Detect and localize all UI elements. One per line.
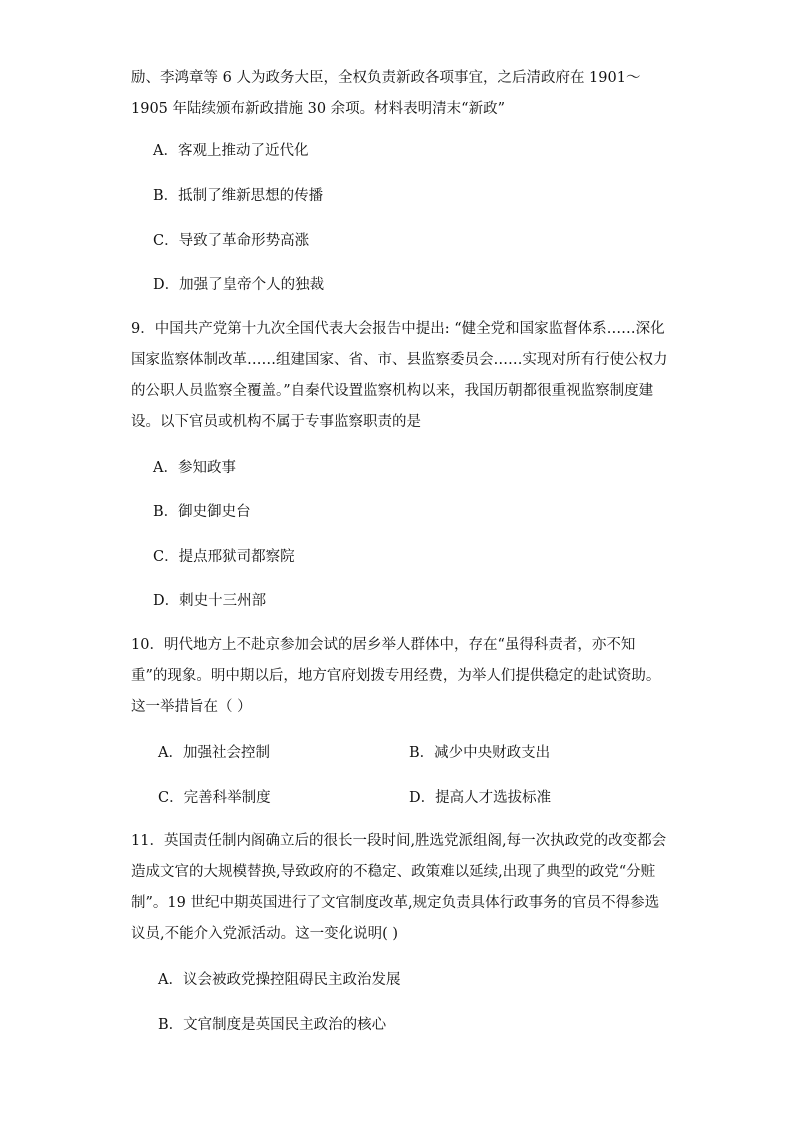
q9-stem: 9．中国共产党第十九次全国代表大会报告中提出: “健全党和国家监督体系……深化国家监察体制改革……组建国家、省、市、县监察委员会……实现对所有行使公权力的公职人员监察全覆盖。”自秦代设置监察机构以来，我国历朝都很重视监察制度建设。以下官员或机构不属于专事监察职责的是 [131,321,668,430]
q10-option-a[interactable] [158,743,270,763]
option-text: 导致了革命形势高涨 [178,233,310,249]
option-letter: D． [153,277,180,293]
q8-option-c[interactable] [153,231,309,251]
option-letter: C． [153,233,179,249]
option-letter: D． [153,593,180,609]
option-text: 文官制度是英国民主政治的核心 [183,1017,387,1033]
option-text: 减少中央财政支出 [434,745,551,761]
option-text: 御史御史台 [178,504,251,520]
option-text: 刺史十三州部 [179,593,267,609]
option-letter: B． [158,1017,184,1033]
option-letter: C． [153,549,179,565]
option-text: 参知政事 [177,460,236,476]
option-letter: A． [158,745,183,761]
option-text: 加强了皇帝个人的独裁 [179,277,325,293]
option-letter: A． [153,143,178,159]
q9-option-c[interactable] [153,547,295,567]
option-text: 加强社会控制 [182,745,270,761]
q10-option-d[interactable] [409,788,551,808]
option-text: 完善科举制度 [183,790,271,806]
q10-stem: 10．明代地方上不赴京参加会试的居乡举人群体中，存在“虽得科责者，亦不知重”的现象。明中期以后，地方官府划拨专用经费，为举人们提供稳定的赴试资助。这一举措旨在（ ） [131,637,661,715]
option-text: 提高人才选拔标准 [435,790,552,806]
q9-option-a[interactable] [153,458,236,478]
option-letter: B． [153,188,179,204]
option-letter: D． [409,790,436,806]
q9-option-b[interactable] [153,502,251,522]
q8-option-a[interactable] [153,141,308,161]
option-letter: B． [409,745,435,761]
option-letter: A． [158,972,183,988]
q10-option-c[interactable] [158,788,271,808]
option-text: 客观上推动了近代化 [177,143,309,159]
option-text: 提点邢狱司都察院 [178,549,295,565]
option-letter: C． [158,790,184,806]
q10-option-b[interactable] [409,743,550,763]
q11-option-b[interactable] [158,1015,386,1035]
q8-option-b[interactable] [153,186,323,206]
option-text: 抵制了维新思想的传播 [178,188,324,204]
q11-stem: 11．英国责任制内阁确立后的很长一段时间,胜选党派组阁,每一次执政党的改变都会造成文官的大规模替换,导致政府的不稳定、政策难以延续,出现了典型的政党“分赃制”。19 世纪中期英国进行了文官制度改革,规定负责具体行政事务的官员不得参选议员,不能介入党派活动。这一变化说明( ) [131,833,667,942]
option-letter: A． [153,460,178,476]
q9-option-d[interactable] [153,591,266,611]
q8-stem-continuation: 励、李鸿章等 6 人为政务大臣，全权负责新政各项事宜，之后清政府在 1901～1905 年陆续颁布新政措施 30 余项。材料表明清末“新政” [131,70,641,117]
option-text: 议会被政党操控阻碍民主政治发展 [182,972,401,988]
option-letter: B． [153,504,179,520]
q11-option-a[interactable] [158,970,400,990]
q8-option-d[interactable] [153,275,324,295]
